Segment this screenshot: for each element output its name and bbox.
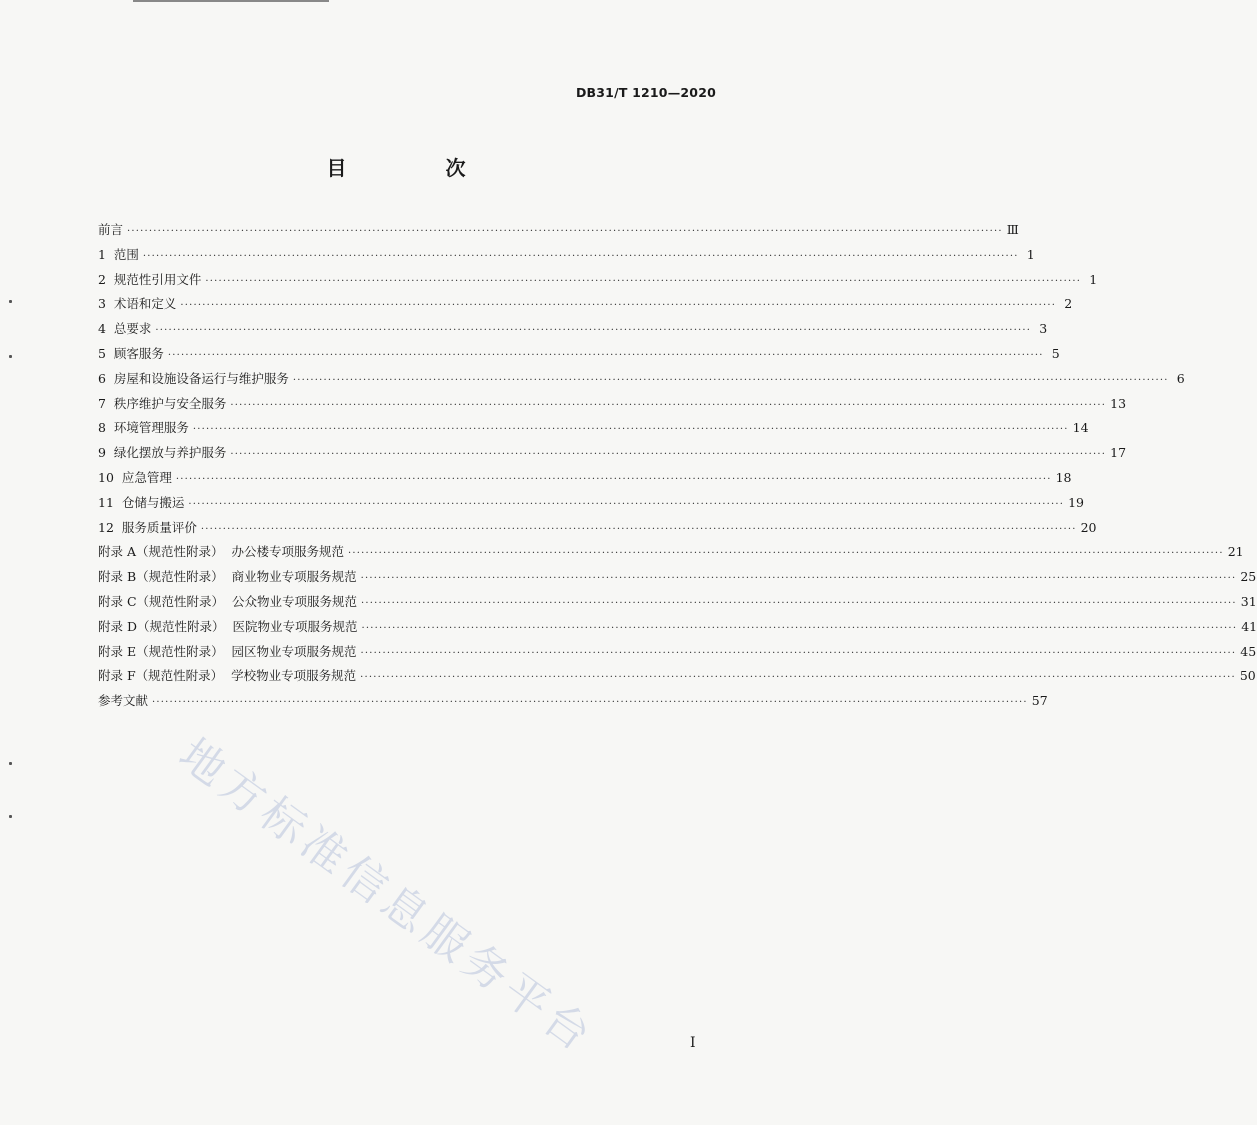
scan-mark (9, 762, 12, 765)
toc-entry-label: 附录 B（规范性附录） 商业物业专项服务规范 (98, 569, 357, 585)
scan-mark (9, 355, 12, 358)
toc-leader-dots: ········································································································································································································ (180, 300, 1057, 312)
toc-entry-label: 附录 D（规范性附录） 医院物业专项服务规范 (98, 618, 358, 634)
toc-entry-label: 5 顾客服务 (98, 345, 164, 361)
toc-leader-dots: ········································································································································································································ (230, 399, 1107, 411)
toc-entry-page: 18 (1055, 469, 1072, 485)
toc-leader-dots: ········································································································································································································ (152, 697, 1028, 709)
toc-entry-page: 41 (1241, 618, 1257, 634)
toc-entry[interactable] (98, 268, 1098, 293)
toc-entry-page: 2 (1064, 296, 1073, 312)
toc-entry-page: 6 (1176, 370, 1185, 386)
toc-entry[interactable] (98, 441, 1127, 466)
toc-entry-label: 7 秩序维护与安全服务 (98, 395, 227, 411)
toc-entry-label: 9 绿化摆放与养护服务 (98, 445, 227, 461)
toc-entry[interactable] (98, 590, 1257, 615)
scan-mark (9, 815, 12, 818)
toc-entry-page: 21 (1227, 544, 1244, 560)
watermark: 地方标准信息服务平台 (169, 728, 605, 1065)
toc-entry-label: 8 环境管理服务 (98, 420, 189, 436)
page-number: Ⅰ (690, 1035, 696, 1051)
toc-leader-dots: ········································································································································································································ (188, 498, 1065, 510)
toc-leader-dots: ········································································································································································································ (292, 374, 1169, 386)
toc-entry[interactable] (98, 516, 1097, 541)
toc-leader-dots: ········································································································································································································ (361, 622, 1238, 634)
top-rule (133, 0, 329, 2)
toc-entry-page: 13 (1110, 395, 1127, 411)
toc-entry-page: 25 (1240, 569, 1257, 585)
toc-leader-dots: ········································································································································································································ (142, 250, 1019, 262)
toc-leader-dots: ········································································································································································································ (192, 424, 1069, 436)
toc-leader-dots: ········································································································································································································ (361, 597, 1237, 609)
toc-entry-label: 附录 F（规范性附录） 学校物业专项服务规范 (98, 668, 357, 684)
toc-leader-dots: ········································································································································································································ (155, 325, 1032, 337)
toc-entry[interactable] (98, 367, 1185, 392)
toc-entry-page: 31 (1240, 593, 1257, 609)
toc-title: 目 次 (326, 156, 512, 180)
toc-entry-label: 6 房屋和设施设备运行与维护服务 (98, 370, 289, 386)
toc-entry-page: 57 (1031, 693, 1048, 709)
toc-entry-page: 1 (1089, 271, 1098, 287)
toc-leader-dots: ········································································································································································································ (200, 523, 1077, 535)
toc-entry-label: 2 规范性引用文件 (98, 271, 202, 287)
toc-entry-page: 17 (1110, 445, 1127, 461)
toc-entry[interactable] (98, 392, 1127, 417)
toc-entry[interactable] (98, 491, 1085, 516)
toc-entry-label: 10 应急管理 (98, 469, 172, 485)
table-of-contents (98, 218, 1257, 714)
toc-entry-label: 4 总要求 (98, 321, 152, 337)
toc-entry[interactable] (98, 615, 1257, 640)
toc-entry-page: 5 (1051, 345, 1060, 361)
toc-leader-dots: ········································································································································································································ (205, 275, 1082, 287)
toc-entry-page: Ⅲ (1006, 222, 1019, 237)
toc-entry-label: 1 范围 (98, 246, 139, 262)
toc-entry[interactable] (98, 565, 1257, 590)
toc-entry[interactable] (98, 640, 1257, 665)
toc-entry-page: 20 (1080, 519, 1097, 535)
toc-entry-label: 前言 (98, 222, 124, 237)
toc-entry[interactable] (98, 292, 1073, 317)
toc-entry[interactable] (98, 342, 1060, 367)
toc-entry[interactable] (98, 540, 1244, 565)
toc-entry-page: 19 (1068, 494, 1085, 510)
standard-code: DB31/T 1210—2020 (575, 85, 716, 100)
toc-leader-dots: ········································································································································································································ (175, 473, 1052, 485)
scan-mark (9, 300, 12, 303)
toc-entry-label: 附录 E（规范性附录） 园区物业专项服务规范 (98, 643, 357, 659)
toc-entry[interactable] (98, 218, 1019, 243)
toc-leader-dots: ········································································································································································································ (230, 449, 1107, 461)
toc-entry-label: 3 术语和定义 (98, 296, 177, 312)
toc-entry-page: 45 (1240, 643, 1257, 659)
toc-entry-page: 1 (1026, 246, 1035, 262)
toc-leader-dots: ········································································································································································································ (360, 647, 1237, 659)
toc-entry-label: 12 服务质量评价 (98, 519, 197, 535)
toc-entry-label: 附录 A（规范性附录） 办公楼专项服务规范 (98, 544, 344, 560)
toc-entry[interactable] (98, 664, 1256, 689)
toc-leader-dots: ········································································································································································································ (360, 672, 1236, 684)
toc-leader-dots: ········································································································································································································ (347, 548, 1224, 560)
toc-leader-dots: ········································································································································································································ (360, 573, 1237, 585)
toc-entry[interactable] (98, 466, 1072, 491)
toc-entry[interactable] (98, 689, 1048, 714)
toc-entry-page: 14 (1072, 420, 1089, 436)
toc-leader-dots: ········································································································································································································ (167, 349, 1044, 361)
toc-leader-dots: ········································································································································································································ (127, 226, 1003, 237)
toc-entry[interactable] (98, 243, 1035, 268)
toc-entry[interactable] (98, 317, 1048, 342)
toc-entry-label: 11 仓储与搬运 (98, 494, 185, 510)
toc-entry-label: 附录 C（规范性附录） 公众物业专项服务规范 (98, 593, 357, 609)
toc-entry-page: 3 (1039, 321, 1048, 337)
toc-entry[interactable] (98, 416, 1089, 441)
toc-entry-page: 50 (1239, 668, 1256, 684)
toc-entry-label: 参考文献 (98, 693, 149, 709)
